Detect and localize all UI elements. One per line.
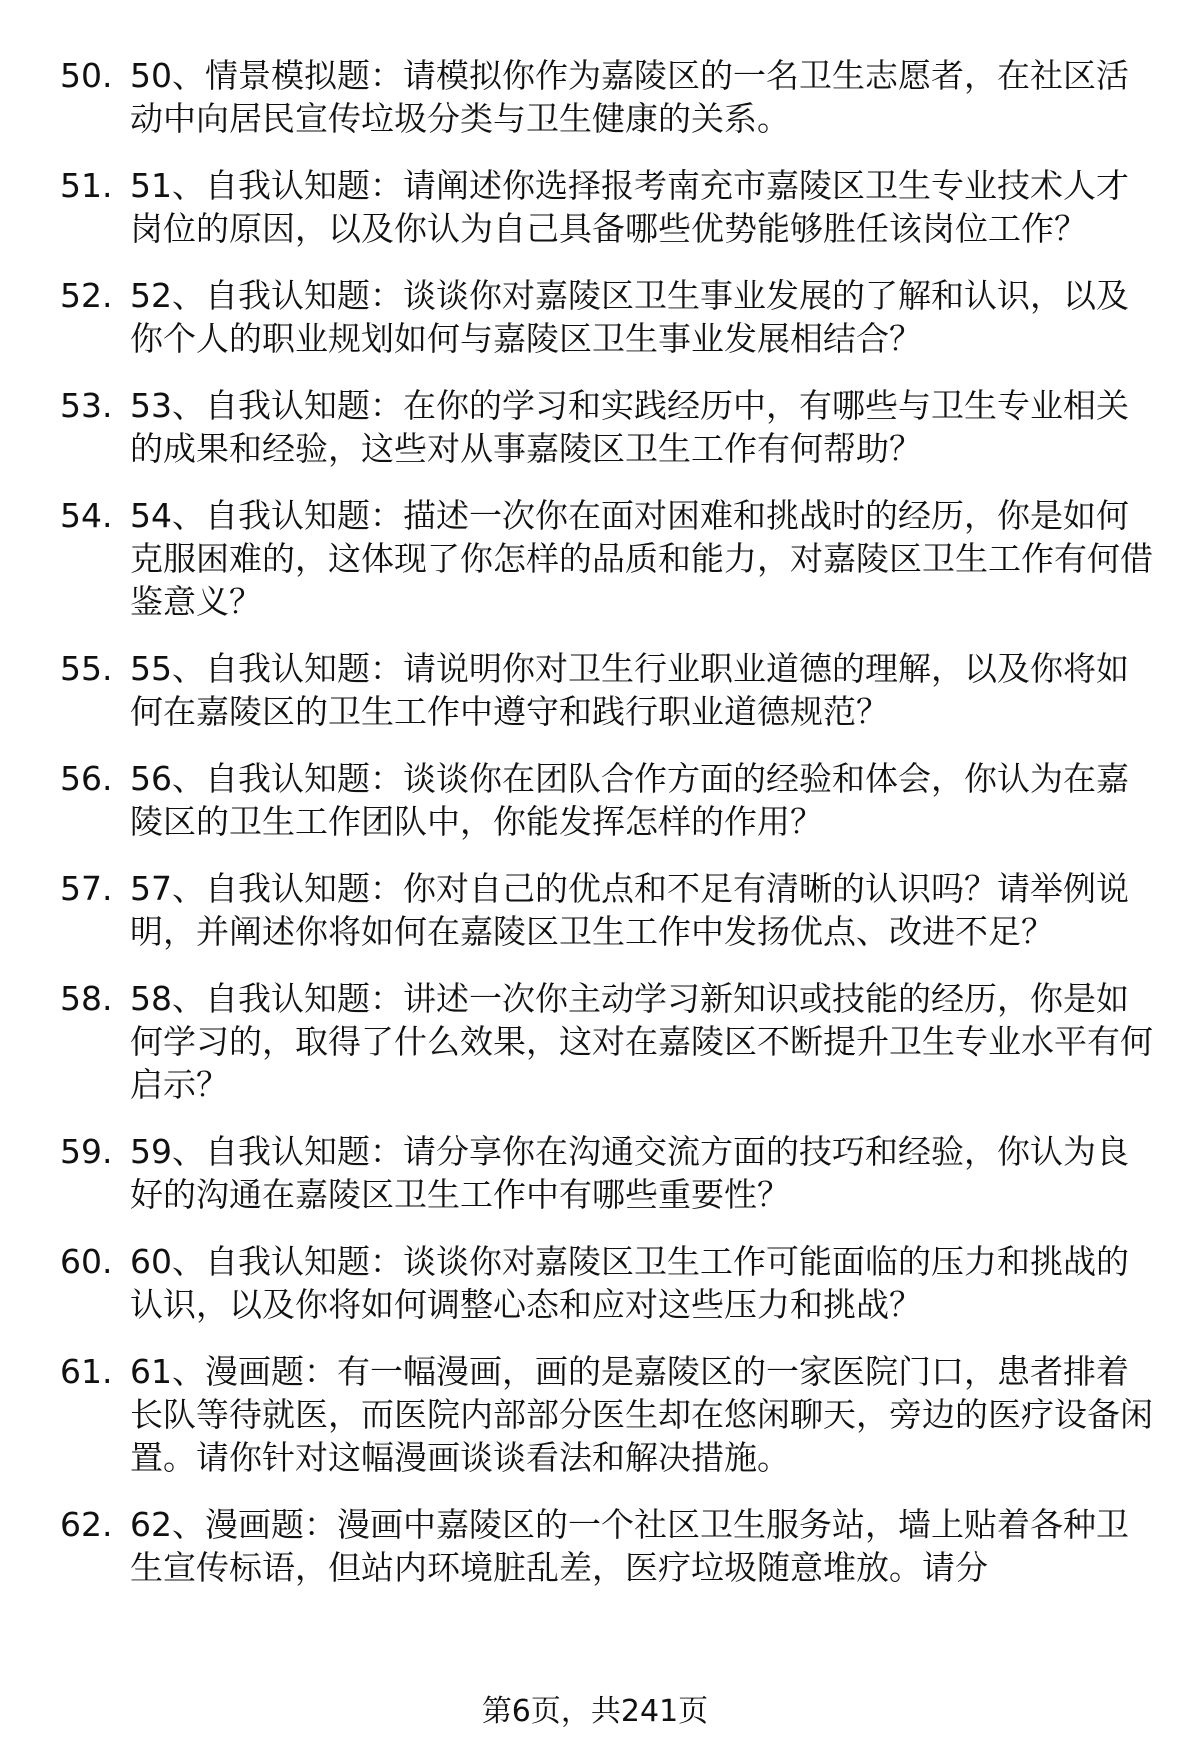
- item-text: 54、自我认知题：描述一次你在面对困难和挑战时的经历，你是如何克服困难的，这体现了你怎样的品质和能力，对嘉陵区卫生工作有何借鉴意义？: [130, 496, 1153, 621]
- list-item: [60, 1130, 1160, 1216]
- item-number: 54.: [60, 496, 113, 535]
- list-item: [60, 54, 1160, 140]
- list-item: [60, 977, 1160, 1106]
- item-number: 52.: [60, 276, 113, 315]
- item-text: 62、漫画题：漫画中嘉陵区的一个社区卫生服务站，墙上贴着各种卫生宣传标语，但站内环境脏乱差，医疗垃圾随意堆放。请分: [130, 1505, 1129, 1587]
- list-item: [60, 757, 1160, 843]
- page-number-footer: 第6页，共241页: [481, 1694, 709, 1729]
- item-text: 51、自我认知题：请阐述你选择报考南充市嘉陵区卫生专业技术人才岗位的原因，以及你认为自己具备哪些优势能够胜任该岗位工作？: [130, 166, 1129, 248]
- item-number: 58.: [60, 979, 113, 1018]
- item-text: 53、自我认知题：在你的学习和实践经历中，有哪些与卫生专业相关的成果和经验，这些对从事嘉陵区卫生工作有何帮助？: [130, 386, 1129, 468]
- item-text: 59、自我认知题：请分享你在沟通交流方面的技巧和经验，你认为良好的沟通在嘉陵区卫生工作中有哪些重要性？: [130, 1132, 1129, 1214]
- item-text: 60、自我认知题：谈谈你对嘉陵区卫生工作可能面临的压力和挑战的认识，以及你将如何调整心态和应对这些压力和挑战？: [130, 1242, 1129, 1324]
- item-text: 55、自我认知题：请说明你对卫生行业职业道德的理解，以及你将如何在嘉陵区的卫生工作中遵守和践行职业道德规范？: [130, 649, 1129, 731]
- item-text: 52、自我认知题：谈谈你对嘉陵区卫生事业发展的了解和认识，以及你个人的职业规划如何与嘉陵区卫生事业发展相结合？: [130, 276, 1129, 358]
- list-item: [60, 1503, 1160, 1589]
- list-item: [60, 274, 1160, 360]
- item-number: 57.: [60, 869, 113, 908]
- item-number: 53.: [60, 386, 113, 425]
- item-text: 58、自我认知题：讲述一次你主动学习新知识或技能的经历，你是如何学习的，取得了什么效果，这对在嘉陵区不断提升卫生专业水平有何启示？: [130, 979, 1153, 1104]
- item-number: 60.: [60, 1242, 113, 1281]
- item-text: 61、漫画题：有一幅漫画，画的是嘉陵区的一家医院门口，患者排着长队等待就医，而医院内部部分医生却在悠闲聊天，旁边的医疗设备闲置。请你针对这幅漫画谈谈看法和解决措施。: [130, 1352, 1153, 1477]
- list-item: [60, 164, 1160, 250]
- list-item: [60, 1350, 1160, 1479]
- item-number: 51.: [60, 166, 113, 205]
- item-number: 61.: [60, 1352, 113, 1391]
- item-text: 57、自我认知题：你对自己的优点和不足有清晰的认识吗？请举例说明，并阐述你将如何在嘉陵区卫生工作中发扬优点、改进不足？: [130, 869, 1129, 951]
- item-number: 55.: [60, 649, 113, 688]
- item-text: 50、情景模拟题：请模拟你作为嘉陵区的一名卫生志愿者，在社区活动中向居民宣传垃圾分类与卫生健康的关系。: [130, 56, 1129, 138]
- item-number: 62.: [60, 1505, 113, 1544]
- list-item: [60, 494, 1160, 623]
- item-number: 59.: [60, 1132, 113, 1171]
- item-number: 56.: [60, 759, 113, 798]
- list-item: [60, 384, 1160, 470]
- question-list: [60, 54, 1160, 1613]
- item-text: 56、自我认知题：谈谈你在团队合作方面的经验和体会，你认为在嘉陵区的卫生工作团队中，你能发挥怎样的作用？: [130, 759, 1129, 841]
- list-item: [60, 867, 1160, 953]
- list-item: [60, 647, 1160, 733]
- item-number: 50.: [60, 56, 113, 95]
- list-item: [60, 1240, 1160, 1326]
